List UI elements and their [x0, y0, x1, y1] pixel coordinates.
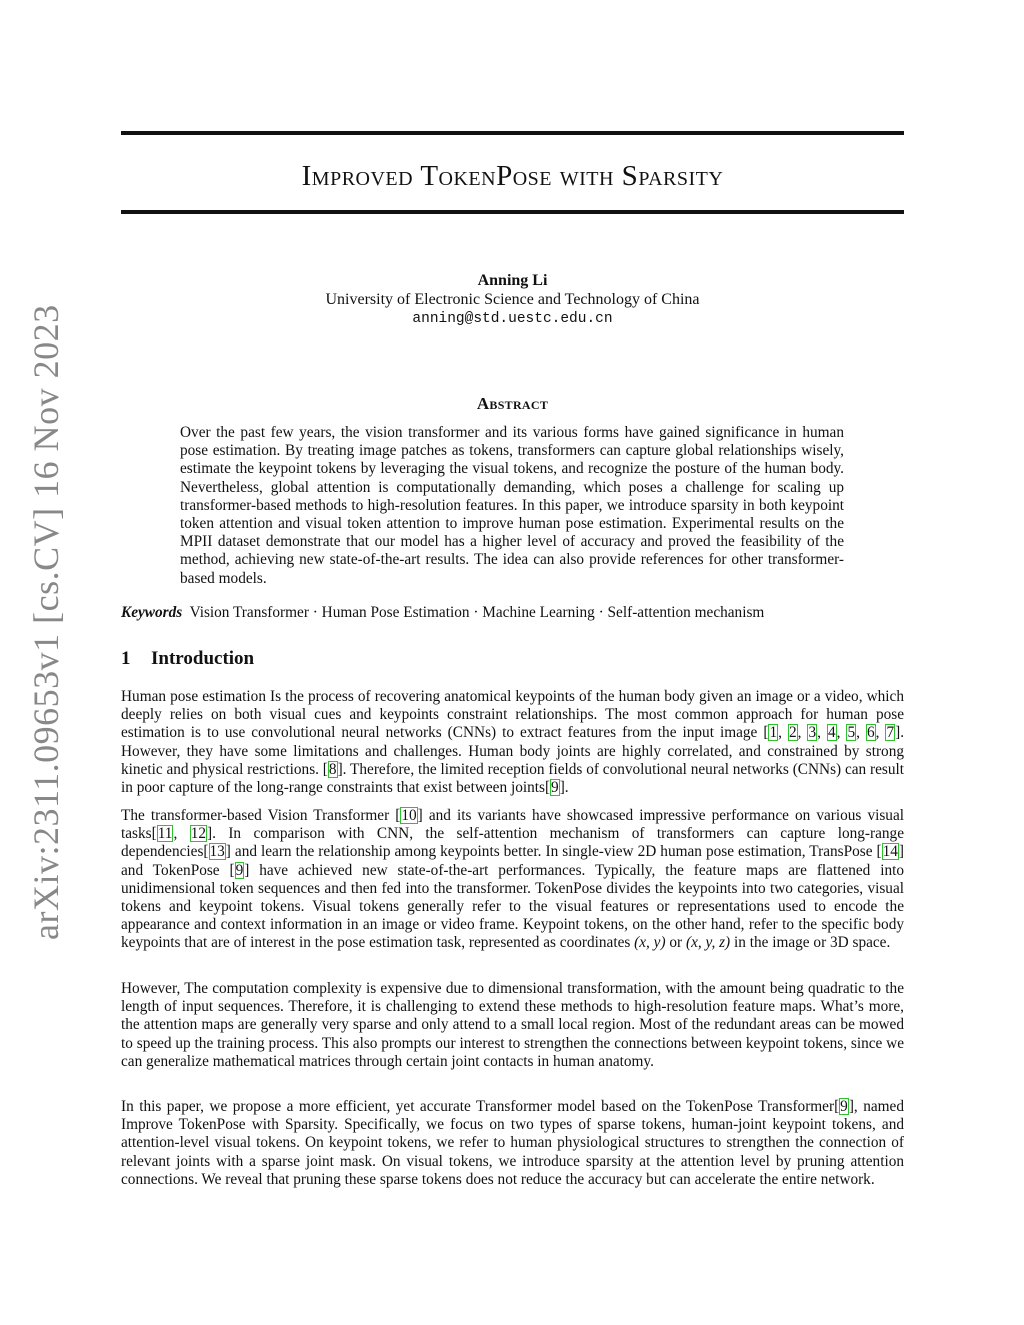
author-email[interactable]: anning@std.uestc.edu.cn: [412, 311, 613, 327]
section-number: 1: [121, 648, 131, 669]
citation-link[interactable]: 12: [190, 825, 206, 843]
citation-link[interactable]: 6: [866, 724, 875, 742]
citation-link[interactable]: 9: [551, 779, 559, 797]
keywords-line: [121, 604, 904, 622]
author-affiliation: University of Electronic Science and Technology of China: [325, 291, 700, 308]
title-bottom-rule: [121, 210, 904, 214]
section-heading-introduction: [121, 648, 254, 670]
intro-paragraph-2: The transformer-based Vision Transformer [10] and its variants have showcased impressive performance on various visual tasks[11, 12]. In comparison with CNN, the self-attention mechanism of transformers can capture long-range dependencies[13] and learn the relationship among keypoints better. In single-view 2D human pose estimation, TransPose [14] and TokenPose [9] have achieved new state-of-the-art performances. Typically, the feature maps are flattened into unidimensional token sequences and then fed into the transformer. TokenPose divides the keypoints into two categories, visual tokens and keypoint tokens. Visual tokens generally refer to the visual features or representations used to encode the appearance and context information in an image or video frame. Keypoint tokens, on the other hand, refer to the specific body keypoints that are of interest in the pose estimation task, represented as coordinates (x, y) or (x, y, z) in the image or 3D space.: [121, 807, 905, 952]
citation-link[interactable]: 9: [235, 861, 244, 879]
math-coordinates-3d: (x, y, z): [685, 934, 731, 952]
text-run: ] and its variants have showcased impressive performance on various visual tasks[: [121, 807, 904, 843]
text-run: ].: [559, 779, 569, 797]
abstract-text: Over the past few years, the vision transformer and its various forms have gained significance in human pose estimation. By treating image patches as tokens, transformers can capture global relationships wisely, estimate the keypoint tokens by leveraging the visual tokens, and recognize the posture of the human body. Nevertheless, global attention is computationally demanding, which poses a challenge for scaling up transformer-based methods to high-resolution features. In this paper, we introduce sparsity in both keypoint token attention and visual token attention to improve human pose estimation. Experimental results on the MPII dataset demonstrate that our model has a higher level of accuracy and proved the feasibility of the method, achieving new state-of-the-art results. The idea can also provide references for other transformer-based models.: [180, 424, 844, 587]
text-run: ] have achieved new state-of-the-art performances. Typically, the feature maps are flattened into unidimensional token sequences and then fed into the transformer. TokenPose divides the keypoints into two categories, visual tokens and keypoint tokens. Visual tokens generally refer to the visual features or representations used to encode the appearance and context information in an image or video frame. Keypoint tokens, on the other hand, refer to the specific body keypoints that are of interest in the pose estimation task, represented as coordinates: [121, 861, 905, 952]
text-run: ]. Therefore, the limited reception fields of convolutional neural networks (CNNs) can result in poor capture of the long-range constraints that exist between joints[: [121, 760, 905, 797]
title-top-rule: [121, 131, 904, 135]
intro-paragraph-1: Human pose estimation Is the process of recovering anatomical keypoints of the human body given an image or a video, which deeply relies on both visual cues and keypoints constraint relationships. The most common approach for human pose estimation is to use convolutional neural networks (CNNs) to extract features from the input image [1, 2, 3, 4, 5, 6, 7]. However, they have some limitations and challenges. Human body joints are highly correlated, and constrained by strong kinetic and physical restrictions. [8]. Therefore, the limited reception fields of convolutional neural networks (CNNs) can result in poor capture of the long-range constraints that exist between joints[9].: [121, 688, 905, 797]
text-run: ] and learn the relationship among keypoints better. In single-view 2D human pose estimation, TransPose [: [225, 843, 882, 861]
citation-link[interactable]: 14: [882, 843, 898, 861]
math-coordinates-2d: (x, y): [634, 934, 666, 952]
abstract-heading: Abstract: [476, 394, 549, 413]
author-name: Anning Li: [477, 272, 548, 289]
keywords-label: Keywords: [121, 604, 183, 621]
citation-link[interactable]: 7: [886, 724, 895, 742]
paper-title: Improved TokenPose with Sparsity: [301, 160, 724, 192]
text-run: The transformer-based Vision Transformer [: [121, 807, 401, 824]
arxiv-sidebar-stamp: arXiv:2311.09653v1 [cs.CV] 16 Nov 2023: [26, 304, 66, 940]
text-run: or: [665, 934, 686, 952]
text-run: Human pose estimation Is the process of recovering anatomical keypoints of the human body given an image or a video, which deeply relies on both visual cues and keypoints constraint relationships. The most common approach for human pose estimation is to use convolutional neural networks (CNNs) to extract features from the input image [: [121, 688, 904, 742]
intro-paragraph-4: [121, 1098, 904, 1189]
citation-link[interactable]: 9: [840, 1098, 848, 1115]
citation-link[interactable]: 8: [328, 760, 337, 778]
citation-link[interactable]: 4: [827, 724, 836, 742]
citation-link[interactable]: 2: [788, 724, 797, 742]
citation-link[interactable]: 1: [769, 724, 778, 742]
text-run: ]. In comparison with CNN, the self-attention mechanism of transformers can capture long-range dependencies[: [121, 825, 904, 861]
keywords-list: Vision Transformer · Human Pose Estimation · Machine Learning · Self-attention mechanism: [189, 604, 765, 621]
text-run: ] and TokenPose [: [121, 843, 904, 879]
text-run: ]. However, they have some limitations and challenges. Human body joints are highly correlated, and constrained by strong kinetic and physical restrictions. [: [121, 724, 905, 778]
citation-link[interactable]: 3: [808, 724, 817, 742]
text-run: in the image or 3D space.: [730, 934, 891, 952]
citation-link[interactable]: 13: [209, 843, 225, 861]
text-run: In this paper, we propose a more efficient, yet accurate Transformer model based on the TokenPose Transformer[: [121, 1098, 840, 1115]
intro-paragraph-3: However, The computation complexity is expensive due to dimensional transformation, with the amount being quadratic to the length of input sequences. Therefore, it is challenging to extend these methods to high-resolution feature maps. What’s more, the attention maps are generally very sparse and only attend to a small local region. Most of the redundant areas can be mowed to speed up the training process. This also prompts our interest to strengthen the connections between keypoint tokens, since we can generalize mathematical matrices through certain joint contacts in human anatomy.: [121, 980, 904, 1070]
citation-link[interactable]: 11: [157, 825, 173, 843]
text-run: ], named Improve TokenPose with Sparsity. Specifically, we focus on two types of sparse tokens, human-joint keypoint tokens, and attention-level visual tokens. On keypoint tokens, we refer to human physiological structures to strengthen the connection of relevant joints with a sparse joint mask. On visual tokens, we introduce sparsity at the attention level by pruning attention connections. We reveal that pruning these sparse tokens does not reduce the accuracy but can accelerate the entire network.: [121, 1098, 904, 1188]
citation-link[interactable]: 10: [401, 807, 417, 824]
section-title: Introduction: [151, 648, 255, 669]
citation-link[interactable]: 5: [847, 724, 856, 742]
